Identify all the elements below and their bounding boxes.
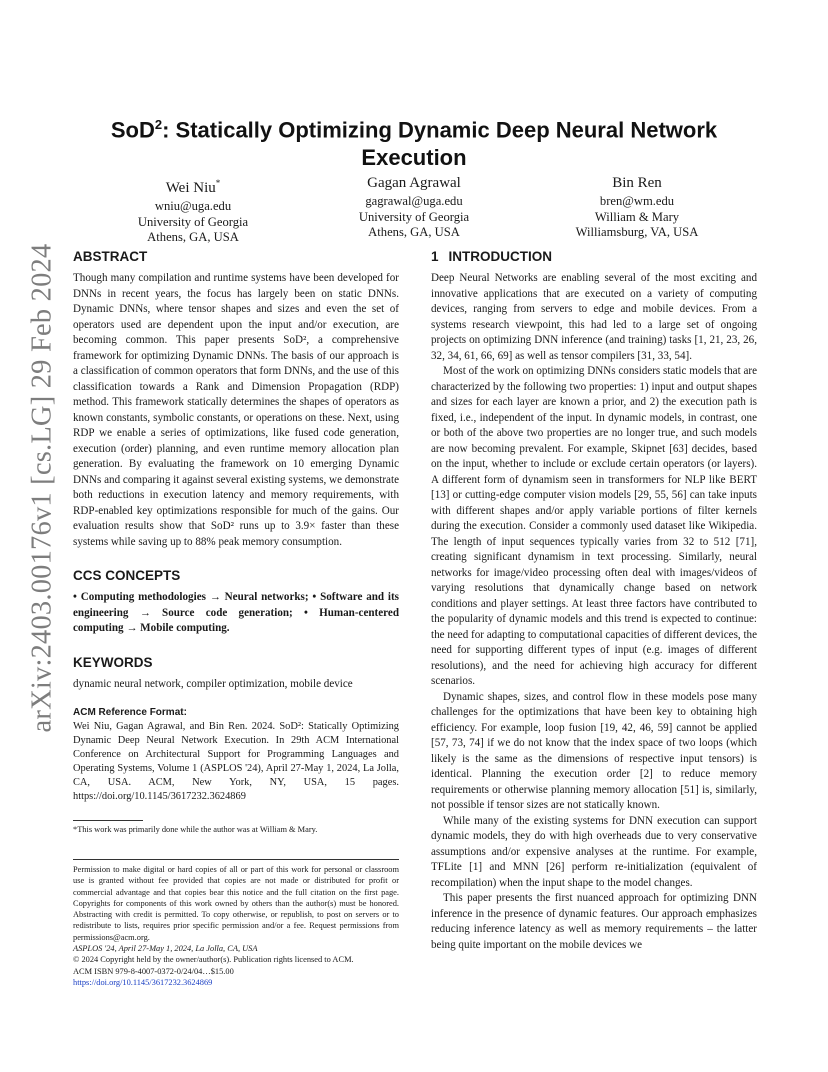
author-name: Gagan Agrawal	[367, 175, 461, 191]
permission-rule	[73, 859, 399, 860]
footnote-rule	[73, 820, 143, 821]
permission-notice: Permission to make digital or hard copies of all or part of this work for personal or classroom use is granted without fee provided that copies are not made or distributed for profit or commercial advantage and that copies bear this notice and the full citation on the first page. Copyrights for components of this work owned by others than the author(s) must be honored. Abstracting with credit is permitted. To copy otherwise, or republish, to post on servers or to redistribute to lists, requires prior specific permission and/or a fee. Request permissions from permissions@acm.org.	[73, 865, 399, 942]
author-location: Williamsburg, VA, USA	[575, 225, 699, 240]
section-number: 1	[431, 249, 439, 264]
intro-paragraph: Most of the work on optimizing DNNs considers static models that are characterized by the following two properties: 1) input and output shapes and sizes for each layer are known a prior, and 2) the execution path is fixed, i.e., independent of the input. In dynamic models, in contrast, one or both of the above two properties are no longer true, and such models are now becoming prevalent. For example, Skipnet [63] decides, based on the input, whether to include or exclude certain operators (or layers). A different form of dynamism seen in transformers for NLP like BERT [13] or cutting-edge computer vision models [29, 55, 56] can take inputs with different shapes and/or apply variable portions of filter kernels during the execution. Consider a commonly used dataset like Wikipedia. The length of input sequences typically varies from 32 to 512 [71], creating significant dynamism in text processing. Similarly, neural networks for image/video processing often deal with images/videos of varying resolutions that dynamically change based on network conditions and player settings. At least three factors have contributed to the popularity of dynamic models and this trend is expected to continue: the need for adapting to computational capacities of different devices, the need for supporting different types of input (e.g. images of different resolutions), and the need for achieving high accuracy for different scenarios.	[431, 365, 758, 687]
keywords-heading: KEYWORDS	[73, 654, 153, 670]
author-email: bren@wm.edu	[599, 194, 675, 208]
permission-isbn: ACM ISBN 979-8-4007-0372-0/24/04…$15.00	[73, 966, 234, 976]
author-affiliation: University of Georgia	[358, 209, 470, 224]
author-affiliation: William & Mary	[594, 209, 680, 224]
arxiv-id: arXiv:2403.00176v1 [cs.LG] 29 Feb 2024	[26, 243, 57, 733]
right-column	[431, 248, 757, 953]
paper-title: SoD$^2$: Statically Optimizing Dynamic Deep Neural Network Execution	[110, 117, 718, 171]
ccs-text: • Computing methodologies → Neural networks; • Software and its engineering → Source code generation; • Human-centered computing → Mobile computing.	[73, 591, 399, 634]
arxiv-side-stamp	[18, 243, 66, 733]
author-location: Athens, GA, USA	[147, 230, 239, 245]
keywords-text: dynamic neural network, compiler optimization, mobile device	[73, 677, 353, 690]
ccs-heading: CCS CONCEPTS	[73, 568, 181, 583]
left-column	[73, 248, 399, 988]
introduction-text	[431, 271, 757, 953]
abstract-text: Though many compilation and runtime systems have been developed for DNNs in recent years, the focus has largely been on static DNNs. Dynamic DNNs, where tensor shapes and sizes and even the set of operators used are dependent upon the input and/or execution, are becoming common. This paper presents SoD², a comprehensive framework for optimizing Dynamic DNNs. The basis of our approach is a classification of common operators that form DNNs, and the use of this classification towards a Rank and Dimension Propagation (RDP) method. This framework statically determines the shapes of operators as known constants, symbolic constants, or operations on these. Next, using RDP we enable a series of optimizations, like fused code generation, execution (order) planning, and even runtime memory allocation plan generation. By evaluating the framework on 10 emerging Dynamic DNNs and comparing it against several existing systems, we demonstrate both reductions in execution latency and memory requirements, with RDP-enabled key optimizations responsible for much of the gains. Our evaluation results show that SoD² runs up to 3.9× faster than these systems while saving up to 88% peak memory consumption.	[73, 272, 399, 548]
author-name: Wei Niu*	[165, 178, 221, 196]
permission-block	[73, 864, 399, 988]
author-block-1	[83, 172, 303, 246]
reference-format-text: Wei Niu, Gagan Agrawal, and Bin Ren. 2024. SoD²: Statically Optimizing Dynamic Deep Neural Network Execution. In 29th ACM International Conference on Architectural Support for Programming Languages and Operating Systems, Volume 1 (ASPLOS '24), April 27-May 1, 2024, La Jolla, CA, USA. ACM, New York, NY, USA, 15 pages. https://doi.org/10.1145/3617232.3624869	[73, 721, 399, 802]
permission-copyright: © 2024 Copyright held by the owner/author(s). Publication rights licensed to ACM.	[73, 955, 354, 965]
author-affiliation: University of Georgia	[137, 214, 249, 229]
intro-paragraph: While many of the existing systems for DNN execution can support dynamic models, they do with high overheads due to very conservative assumptions and/or expensive analyses at the runtime. For example, TFLite [1] and MNN [26] perform re-initialization (equivalent of recompilation) when the input shape to the model changes.	[431, 814, 757, 889]
author-email: wniu@uga.edu	[154, 199, 232, 213]
abstract-heading: ABSTRACT	[73, 249, 148, 264]
introduction-heading: 1 INTRODUCTION	[431, 249, 553, 264]
intro-paragraph: Deep Neural Networks are enabling several of the most exciting and innovative applications that are executed on a variety of computing devices, ranging from servers to edge and mobile devices. From a systems research viewpoint, this had led to a large set of ongoing projects on optimizing DNN inference (and training) tasks [1, 21, 23, 26, 32, 34, 61, 66, 69] as well as tensor compilers [31, 33, 54].	[431, 272, 757, 362]
intro-paragraph: This paper presents the first nuanced approach for optimizing DNN inference in the presence of dynamic features. Our approach emphasizes reducing inference latency as well as memory requirements – the latter being quite important on the mobile devices we	[431, 892, 757, 951]
author-name: Bin Ren	[612, 175, 662, 191]
permission-venue: ASPLOS '24, April 27-May 1, 2024, La Jolla, CA, USA	[73, 944, 258, 954]
permission-doi-link[interactable]: https://doi.org/10.1145/3617232.3624869	[73, 977, 213, 987]
footnote: *This work was primarily done while the author was at William & Mary.	[73, 825, 318, 834]
author-block-2	[304, 172, 524, 241]
author-block-3	[527, 172, 747, 241]
author-location: Athens, GA, USA	[368, 225, 460, 240]
author-email: gagrawal@uga.edu	[365, 194, 463, 208]
intro-paragraph: Dynamic shapes, sizes, and control flow in these models pose many challenges for the optimizations that have been key to obtaining high efficiency. For example, loop fusion [19, 42, 46, 59] cannot be applied [57, 73, 74] if we do not know that the index space of two loops (which likely is the same as the dimensions of respective input tensors) is identical. Planning the execution order [2] to reduce memory requirements or otherwise planning memory allocation [51] is, similarly, not possible if tensor sizes are not statically known.	[431, 690, 757, 811]
reference-format-heading: ACM Reference Format:	[73, 707, 187, 718]
